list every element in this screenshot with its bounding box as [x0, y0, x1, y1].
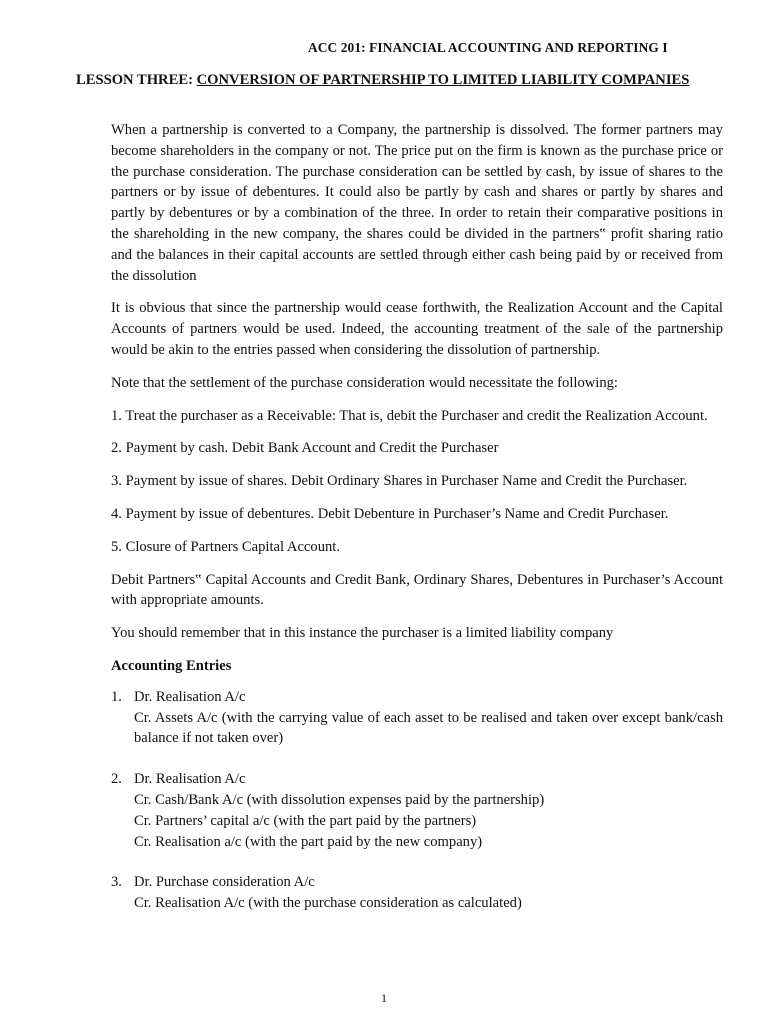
entry-item: [111, 872, 723, 914]
entry-line: Cr. Cash/Bank A/c (with dissolution expenses paid by the partnership): [134, 791, 545, 808]
paragraph: 2. Payment by cash. Debit Bank Account and Credit the Purchaser: [111, 440, 499, 457]
entry-item: [111, 687, 723, 749]
paragraph: 3. Payment by issue of shares. Debit Ordinary Shares in Purchaser Name and Credit the Purchaser.: [111, 473, 688, 490]
running-header: ACC 201: FINANCIAL ACCOUNTING AND REPORTING I: [308, 40, 668, 55]
entry-line: Cr. Assets A/c (with the carrying value of each asset to be realised and taken over except bank/cash balance if not taken over): [134, 709, 723, 747]
entry-item: [111, 769, 723, 852]
paragraph: Debit Partners‟ Capital Accounts and Credit Bank, Ordinary Shares, Debentures in Purchaser’s Account with appropriate amounts.: [111, 571, 723, 609]
paragraph: When a partnership is converted to a Company, the partnership is dissolved. The former partners may become shareholders in the company or not. The price put on the firm is known as the purchase price or the purchase consideration. The purchase consideration can be settled by cash, by issue of shares to the partners or by issue of debentures. It could also be partly by cash and shares or partly by shares and partly by debentures or by a combination of the three. In order to retain their comparative positions in the shareholding in the new company, the shares could be divided in the partners‟ profit sharing ratio and the balances in their capital accounts are settled through either cash being paid by or received from the dissolution: [111, 122, 723, 284]
page-number: 1: [381, 991, 387, 1005]
entry-line: Dr. Realisation A/c: [134, 771, 246, 788]
paragraph: 1. Treat the purchaser as a Receivable: That is, debit the Purchaser and credit the Realization Account.: [111, 407, 708, 424]
lesson-title: CONVERSION OF PARTNERSHIP TO LIMITED LIABILITY COMPANIES: [196, 72, 690, 88]
entries-heading: Accounting Entries: [111, 657, 232, 674]
entry-line: Cr. Realisation a/c (with the part paid by the new company): [134, 833, 483, 850]
document-body: [111, 120, 723, 934]
lesson-heading: [76, 71, 723, 90]
entry-number: 3.: [111, 874, 122, 891]
paragraph: It is obvious that since the partnership would cease forthwith, the Realization Account and the Capital Accounts of partners would be used. Indeed, the accounting treatment of the sale of the partnership would be akin to the entries passed when considering the dissolution of partnership.: [111, 300, 723, 358]
entry-number: 2.: [111, 771, 122, 788]
entry-line: Cr. Partners’ capital a/c (with the part paid by the partners): [134, 812, 477, 829]
entry-line: Dr. Purchase consideration A/c: [134, 874, 315, 891]
paragraph: 5. Closure of Partners Capital Account.: [111, 538, 340, 555]
entry-number: 1.: [111, 688, 122, 705]
paragraph: 4. Payment by issue of debentures. Debit Debenture in Purchaser’s Name and Credit Purchaser.: [111, 505, 669, 522]
entries-list: [111, 687, 723, 914]
paragraph: Note that the settlement of the purchase consideration would necessitate the following:: [111, 374, 618, 391]
entry-line: Dr. Realisation A/c: [134, 688, 246, 705]
entry-line: Cr. Realisation A/c (with the purchase consideration as calculated): [134, 895, 522, 912]
lesson-label: LESSON THREE:: [76, 72, 193, 88]
paragraph: You should remember that in this instance the purchaser is a limited liability company: [111, 625, 614, 642]
